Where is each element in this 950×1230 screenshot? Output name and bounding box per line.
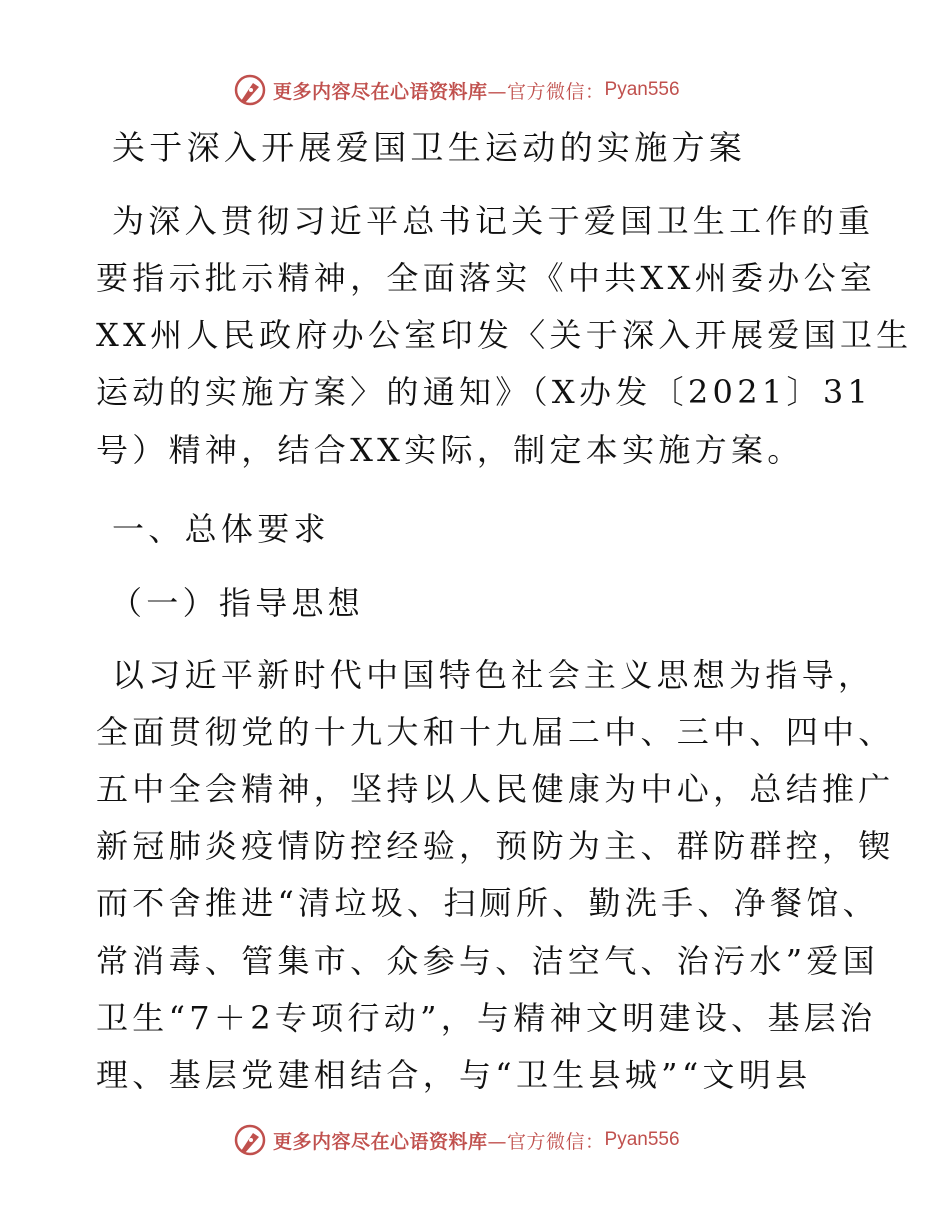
subsection-heading: （一）指导思想 [110,584,365,622]
footer-watermark [233,1123,680,1157]
intro-line: 要指示批示精神，全面落实《中共XX州委办公室 [96,259,877,297]
body-line: 全面贯彻党的十九大和十九届二中、三中、四中、 [96,713,895,751]
body-line: 理、基层党建相结合，与“卫生县城”“文明县 [96,1056,812,1094]
body-line: 以习近平新时代中国特色社会主义思想为指导， [112,656,875,694]
intro-line: 运动的实施方案〉的通知》（X办发〔2021〕31 [96,373,873,411]
watermark-account: Pyan556 [604,1129,680,1150]
body-line: 五中全会精神，坚持以人民健康为中心，总结推广 [96,770,895,808]
pen-nib-icon [233,1123,267,1157]
body-line: 新冠肺炎疫情防控经验，预防为主、群防群控，锲 [96,827,895,865]
body-line: 而不舍推进“清垃圾、扫厕所、勤洗手、净餐馆、 [96,884,879,922]
watermark-separator: —官方微信： [487,1130,605,1153]
body-line: 卫生“7＋2专项行动”，与精神文明建设、基层治 [96,999,877,1037]
document-title: 关于深入开展爱国卫生运动的实施方案 [112,128,747,167]
body-line: 常消毒、管集市、众参与、洁空气、治污水”爱国 [96,942,879,980]
watermark-brand: 更多内容尽在心语资料库 [273,1130,488,1153]
watermark-separator: —官方微信： [487,80,605,103]
watermark-brand: 更多内容尽在心语资料库 [273,80,488,103]
header-watermark [233,73,680,107]
intro-line: 号）精神，结合XX实际，制定本实施方案。 [96,431,804,469]
intro-line: 为深入贯彻习近平总书记关于爱国卫生工作的重 [112,202,875,240]
pen-nib-icon [233,73,267,107]
section-heading: 一、总体要求 [112,510,330,548]
watermark-account: Pyan556 [604,79,680,100]
intro-line: XX州人民政府办公室印发〈关于深入开展爱国卫生 [96,316,913,354]
